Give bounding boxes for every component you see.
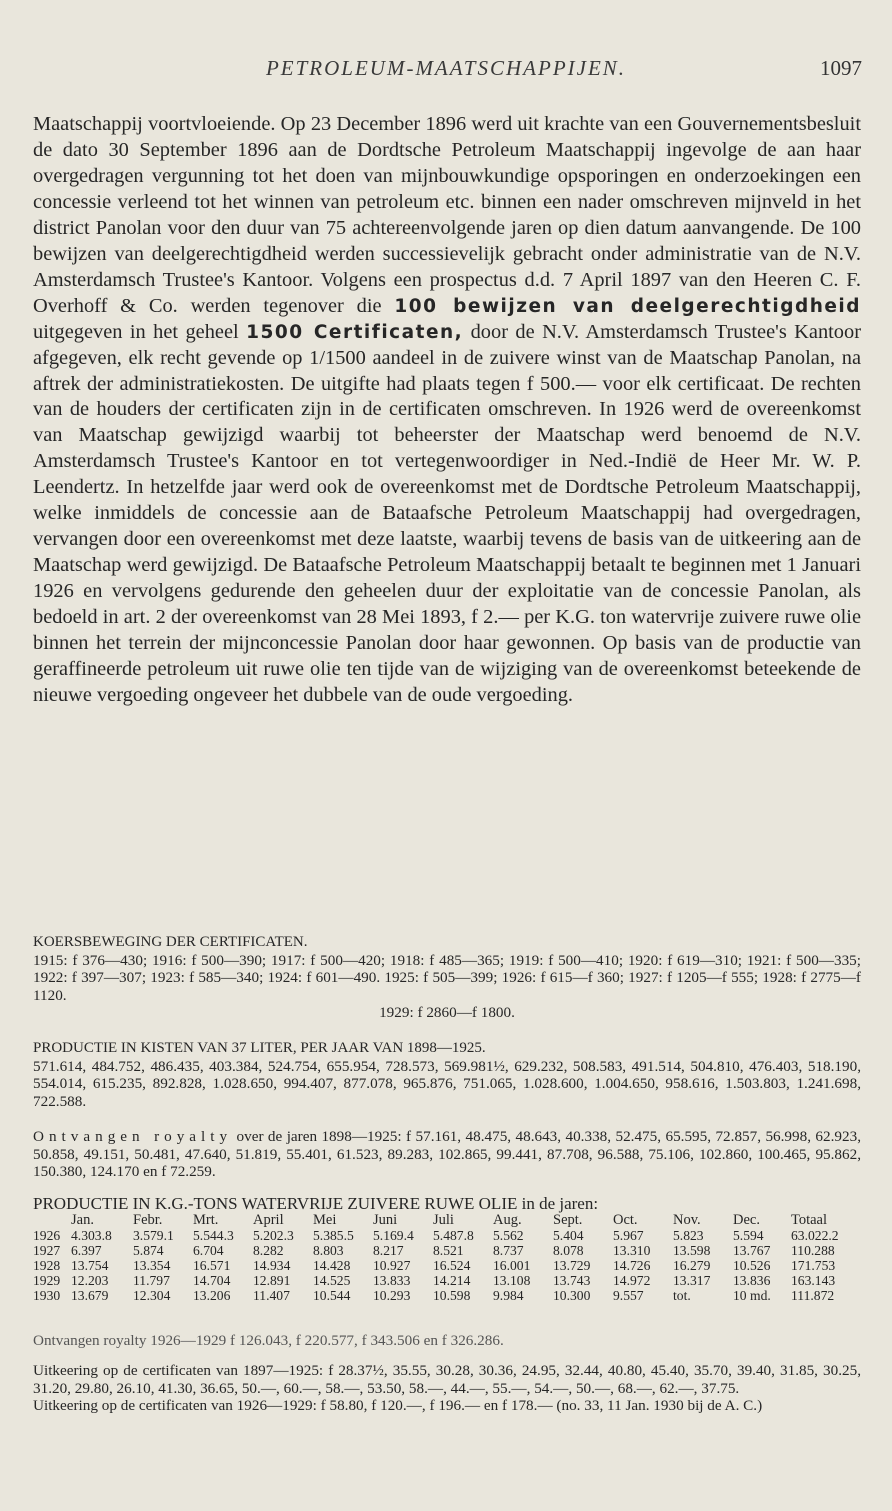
table-row: [33, 1258, 875, 1273]
table-header-cell: Nov.: [673, 1213, 701, 1228]
table-cell: 10.598: [433, 1288, 471, 1304]
text-segment: Maatschappij voortvloeiende. Op 23 December 1896 werd uit krachte van een Gouvernementsbesluit de dato 30 September 1896 aan de Dordtsche Petroleum Maatschappij ingevolge de aan haar overgedragen vergunning tot het doen van mijnbouwkundige opsporingen en onderzoekingen een concessie verleend tot het winnen van petroleum etc. binnen een nader omschreven mijnveld in het district Panolan voor den duur van 75 achtereenvolgende jaren op dien datum aanvangende. De 100 bewijzen van deelgerechtigdheid werden successievelijk gebracht onder administratie van de N.V. Amsterdamsch Trustee's Kantoor. Volgens een prospectus d.d. 7 April 1897 van den Heeren C. F. Overhoff & Co. werden tegenover die: [33, 113, 861, 317]
table-cell: 10.300: [553, 1288, 591, 1304]
section-text: 1929: f 2860—f 1800.: [379, 1004, 515, 1022]
table-cell: 6.397: [71, 1243, 102, 1259]
table-cell: 12.891: [253, 1273, 291, 1289]
running-title: PETROLEUM-MAATSCHAPPIJEN.: [265, 56, 627, 80]
spaced-heading: Ontvangen royalty: [33, 1128, 233, 1145]
table-cell: 16.571: [193, 1258, 231, 1274]
main-paragraph: [33, 112, 861, 709]
table-cell: 13.836: [733, 1273, 771, 1289]
table-cell: 163.143: [791, 1273, 836, 1289]
text-segment: uitgegeven in het geheel: [33, 320, 247, 343]
table-header-cell: Aug.: [493, 1213, 522, 1228]
table-cell: 14.525: [313, 1273, 351, 1289]
table-cell: 13.679: [71, 1288, 109, 1304]
table-cell: 13.354: [133, 1258, 171, 1274]
production-table: [33, 1213, 875, 1304]
table-cell: 14.428: [313, 1258, 351, 1274]
table-header-cell: Jan.: [71, 1213, 94, 1228]
table-cell: 5.404: [553, 1228, 584, 1244]
table-cell: 14.934: [253, 1258, 291, 1274]
section-text: 1915: f 376—430; 1916: f 500—390; 1917: f 500—420; 1918: f 485—365; 1919: f 500—410; 1920: f 619—310; 1921: f 500—335; 1922: f 397—307; 1923: f 585—340; 1924: f 601—490. 1925: f 505—399; 1926: f 615—f 360; 1927: f 1205—f 555; 1928: f 2775—f 1120.: [33, 951, 861, 1004]
table-cell: 16.279: [673, 1258, 711, 1274]
section-text: Uitkeering op de certificaten van 1897—1925: f 28.37½, 35.55, 30.28, 30.36, 24.95, 32.44, 40.80, 45.40, 35.70, 39.40, 31.85, 30.25, 31.20, 29.80, 26.10, 41.30, 36.65, 50.—, 60.—, 58.—, 53.50, 58.—, 44.—, 55.—, 54.—, 50.—, 68.—, 62.—, 37.75.: [33, 1362, 861, 1397]
table-cell: 13.833: [373, 1273, 411, 1289]
uitkeering-section: [33, 1362, 861, 1415]
table-cell: 14.704: [193, 1273, 231, 1289]
table-row: [33, 1243, 875, 1258]
table-cell: 8.521: [433, 1243, 464, 1259]
table-cell: 10.927: [373, 1258, 411, 1274]
bold-phrase: 1500 Certificaten,: [246, 321, 464, 343]
table-cell: 1929: [33, 1273, 61, 1289]
table-cell: 8.217: [373, 1243, 404, 1259]
section-title: PRODUCTIE IN KISTEN VAN 37 LITER, PER JAAR VAN 1898—1925.: [33, 1040, 486, 1056]
table-cell: 16.524: [433, 1258, 471, 1274]
text-segment: door de N.V. Amsterdamsch Trustee's Kantoor afgegeven, elk recht gevende op 1/1500 aandeel in de zuivere winst van de Maatschap Panolan, na aftrek der administratiekosten. De uitgifte had plaats tegen f 500.— voor elk certificaat. De rechten van de houders der certificaten zijn in de certificaten omschreven. In 1926 werd de overeenkomst van Maatschap gewijzigd waarbij tot beheerster der Maatschap werd benoemd de N.V. Amsterdamsch Trustee's Kantoor en tot vertegenwoordiger in Ned.-Indië de Heer Mr. W. P. Leendertz. In hetzelfde jaar werd ook de overeenkomst met de Dordtsche Petroleum Maatschappij, welke inmiddels de concessie aan de Bataafsche Petroleum Maatschappij had overgedragen, vervangen door een overeenkomst met deze laatste, waarbij tevens de basis van de uitkeering aan de Maatschap werd gewijzigd. De Bataafsche Petroleum Maatschappij betaalt te beginnen met 1 Januari 1926 en vervolgens gedurende den geheelen duur der exploitatie van de concessie Panolan, als bedoeld in art. 2 der overeenkomst van 28 Mei 1893, f 2.— per K.G. ton watervrije zuivere ruwe olie binnen het terrein der mijnconcessie Panolan door haar gewonnen. Op basis van de productie van geraffineerde petroleum uit ruwe olie ten tijde van de wijziging van de overeenkomst beteekende de nieuwe vergoeding ongeveer het dubbele van de oude vergoeding.: [33, 320, 861, 706]
table-header-cell: Totaal: [791, 1213, 828, 1228]
table-cell: 5.169.4: [373, 1228, 414, 1244]
main-text: [33, 112, 861, 709]
table-cell: 5.487.8: [433, 1228, 474, 1244]
table-header-cell: Dec.: [733, 1213, 760, 1228]
section-text: over de jaren 1898—1925: f 57.161, 48.475, 48.643, 40.338, 52.475, 65.595, 72.857, 56.998, 62.923, 50.858, 49.151, 50.481, 47.640, 51.819, 55.401, 61.523, 89.283, 102.865, 99.441, 87.708, 96.588, 75.106, 102.860, 100.465, 95.862, 150.380, 124.170 en f 72.259.: [33, 1128, 861, 1181]
table-cell: 8.282: [253, 1243, 284, 1259]
table-cell: 13.108: [493, 1273, 531, 1289]
table-cell: 111.872: [791, 1288, 835, 1304]
table-cell: 8.737: [493, 1243, 524, 1259]
table-cell: 11.797: [133, 1273, 170, 1289]
royalty-1926-section: [33, 1332, 861, 1350]
table-cell: 13.743: [553, 1273, 591, 1289]
table-cell: 12.203: [71, 1273, 109, 1289]
table-header-cell: Mei: [313, 1213, 337, 1228]
table-header-cell: Oct.: [613, 1213, 638, 1228]
table-cell: 1927: [33, 1243, 61, 1259]
table-cell: 3.579.1: [133, 1228, 174, 1244]
table-cell: 9.984: [493, 1288, 524, 1304]
table-cell: tot.: [673, 1288, 691, 1304]
table-cell: 1930: [33, 1288, 61, 1304]
table-cell: 14.726: [613, 1258, 651, 1274]
productie-kisten-section: [33, 1040, 861, 1110]
table-cell: 4.303.8: [71, 1228, 112, 1244]
table-header-cell: April: [253, 1213, 284, 1228]
table-cell: 10.544: [313, 1288, 351, 1304]
table-cell: 14.214: [433, 1273, 471, 1289]
table-cell: 5.385.5: [313, 1228, 354, 1244]
table-cell: 1926: [33, 1228, 61, 1244]
table-cell: 13.310: [613, 1243, 651, 1259]
koersbeweging-section: [33, 934, 861, 1022]
table-cell: 14.972: [613, 1273, 651, 1289]
table-cell: 10 md.: [733, 1288, 771, 1304]
table-cell: 9.557: [613, 1288, 644, 1304]
table-cell: 13.754: [71, 1258, 109, 1274]
table-cell: 13.317: [673, 1273, 711, 1289]
table-cell: 5.562: [493, 1228, 524, 1244]
table-cell: 5.544.3: [193, 1228, 234, 1244]
table-cell: 171.753: [791, 1258, 836, 1274]
table-cell: 6.704: [193, 1243, 224, 1259]
table-header-cell: [33, 1213, 71, 1228]
table-cell: 12.304: [133, 1288, 171, 1304]
table-row: [33, 1288, 875, 1303]
table-cell: 110.288: [791, 1243, 835, 1259]
bold-phrase: 100 bewijzen van deelgerechtigdheid: [394, 295, 861, 317]
section-text: Uitkeering op de certificaten van 1926—1929: f 58.80, f 120.—, f 196.— en f 178.— (no. 33, 11 Jan. 1930 bij de A. C.): [33, 1397, 763, 1415]
productie-kg-section: [33, 1194, 875, 1304]
section-title: PRODUCTIE IN K.G.-TONS WATERVRIJE ZUIVERE RUWE OLIE in de jaren:: [33, 1194, 599, 1213]
table-cell: 10.293: [373, 1288, 411, 1304]
table-row: [33, 1228, 875, 1243]
table-header-cell: Juni: [373, 1213, 398, 1228]
table-cell: 1928: [33, 1258, 61, 1274]
table-cell: 5.594: [733, 1228, 764, 1244]
table-cell: 63.022.2: [791, 1228, 839, 1244]
page-number: 1097: [820, 56, 862, 80]
table-row: [33, 1273, 875, 1288]
table-cell: 13.598: [673, 1243, 711, 1259]
table-cell: 5.823: [673, 1228, 704, 1244]
table-header-cell: Sept.: [553, 1213, 583, 1228]
table-cell: 10.526: [733, 1258, 771, 1274]
table-cell: 8.078: [553, 1243, 584, 1259]
section-text: Ontvangen royalty 1926—1929 f 126.043, f 220.577, f 343.506 en f 326.286.: [33, 1332, 504, 1349]
table-header-cell: Juli: [433, 1213, 454, 1228]
page-header: [0, 56, 892, 86]
table-header-cell: Mrt.: [193, 1213, 219, 1228]
table-cell: 5.967: [613, 1228, 644, 1244]
table-header-row: [33, 1213, 875, 1228]
table-cell: 13.729: [553, 1258, 591, 1274]
section-text: 571.614, 484.752, 486.435, 403.384, 524.754, 655.954, 728.573, 569.981½, 629.232, 508.583, 491.514, 504.810, 476.403, 518.190, 554.014, 615.235, 892.828, 1.028.650, 994.407, 877.078, 965.876, 751.065, 1.028.600, 1.004.650, 958.616, 1.503.803, 1.241.698, 722.588.: [33, 1057, 861, 1110]
section-title: KOERSBEWEGING DER CERTIFICATEN.: [33, 934, 308, 950]
table-header-cell: Febr.: [133, 1213, 163, 1228]
royalty-section: [33, 1128, 861, 1181]
table-cell: 13.206: [193, 1288, 231, 1304]
table-cell: 8.803: [313, 1243, 344, 1259]
table-cell: 5.202.3: [253, 1228, 294, 1244]
table-cell: 16.001: [493, 1258, 531, 1274]
table-cell: 5.874: [133, 1243, 164, 1259]
table-cell: 13.767: [733, 1243, 771, 1259]
table-cell: 11.407: [253, 1288, 290, 1304]
